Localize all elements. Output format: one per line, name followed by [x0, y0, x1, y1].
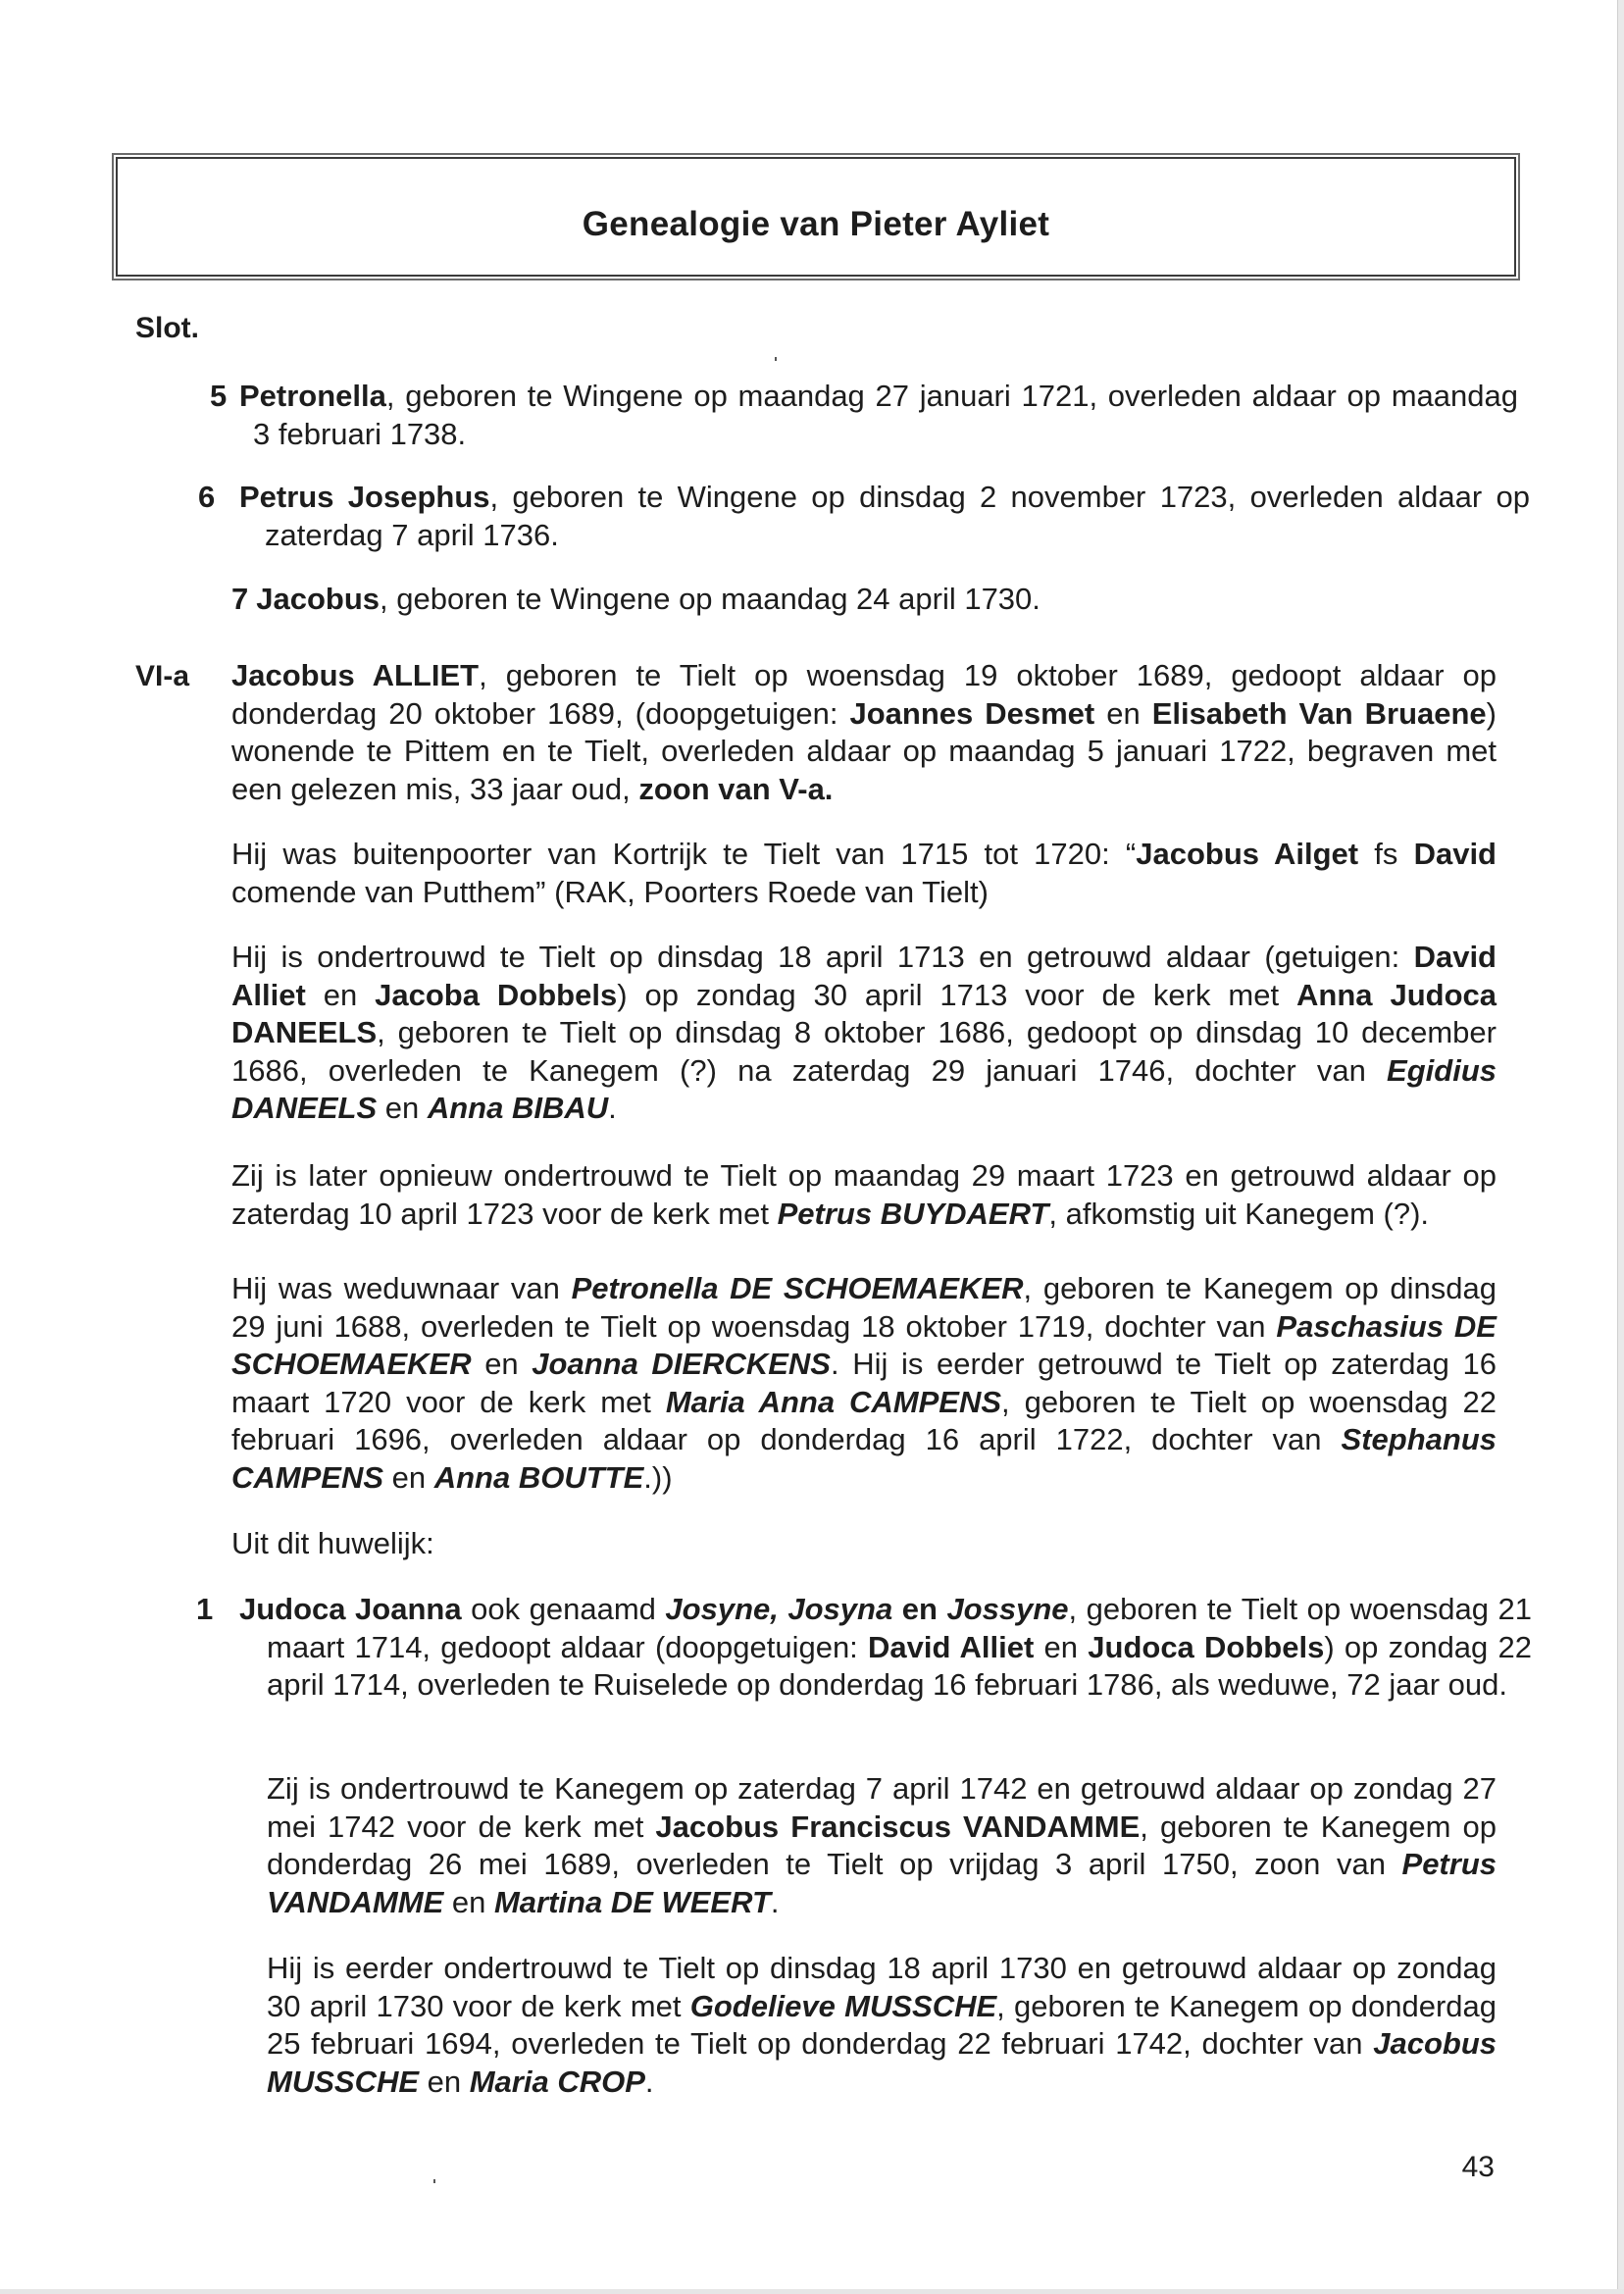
child-entry-7	[231, 581, 1497, 619]
page-edge	[1617, 0, 1624, 2294]
entry-paragraph-2: Hij was buitenpoorter van Kortrijk te Tielt van 1715 tot 1720: “Jacobus Ailget fs David comende van Putthem” (RAK, Poorters Roede van Tielt)	[231, 837, 1497, 909]
page-number: 43	[1461, 2151, 1495, 2183]
child-entry-1: 1 Judoca Joanna ook genaamd Josyne, Josyna en Jossyne, geboren te Tielt op woensdag 21 maart 1714, gedoopt aldaar (doopgetuigen: David Alliet en Judoca Dobbels) op zondag 22 april 1714, overleden te Ruiselede op donderdag 16 februari 1786, als weduwe, 72 jaar oud.	[196, 1592, 1533, 1702]
entry-paragraph-6: Uit dit huwelijk:	[231, 1526, 434, 1560]
child-number: 7	[231, 582, 249, 616]
child-text: , geboren te Wingene op dinsdag 2 november 1723, overleden aldaar op zaterdag 7 april 1736.	[265, 480, 1530, 552]
entry-label: VI-a	[135, 660, 190, 692]
page-title: Genealogie van Pieter Ayliet	[582, 205, 1050, 243]
child-name: Judoca Joanna	[239, 1592, 462, 1626]
spouse-name: Anna Judoca DANEELS	[231, 977, 1497, 1049]
child-entry-5: 5 Petronella, geboren te Wingene op maandag 27 januari 1721, overleden aldaar op maandag 3 februari 1738.	[210, 379, 1518, 451]
entry-paragraph-3: Hij is ondertrouwd te Tielt op dinsdag 18 april 1713 en getrouwd aldaar (getuigen: David Alliet en Jacoba Dobbels) op zondag 30 april 1713 voor de kerk met Anna Judoca DANEELS, geboren te Tielt op dinsdag 8 oktober 1686, gedoopt op dinsdag 10 december 1686, overleden te Kanegem (?) na zaterdag 29 januari 1746, dochter van Egidius DANEELS en Anna BIBAU.	[231, 940, 1497, 1125]
parent-reference: zoon van V-a.	[638, 771, 834, 806]
entry-paragraph-1: Jacobus ALLIET, geboren te Tielt op woensdag 19 oktober 1689, gedoopt aldaar op donderdag 20 oktober 1689, (doopgetuigen: Joannes Desmet en Elisabeth Van Bruaene) wonende te Pittem en te Tielt, overleden aldaar op maandag 5 januari 1722, begraven met een gelezen mis, 33 jaar oud, zoon van V-a.	[231, 658, 1497, 806]
page-edge-bottom	[0, 2289, 1624, 2294]
person-name: Jacobus ALLIET	[231, 658, 480, 692]
child-text: , geboren te Wingene op maandag 27 januari 1721, overleden aldaar op maandag 3 februari 1738.	[253, 379, 1518, 451]
child-text: , geboren te Wingene op maandag 24 april 1730.	[380, 582, 1040, 616]
witness-name: Elisabeth Van Bruaene	[1151, 695, 1487, 731]
scan-speck	[433, 2179, 435, 2183]
child-name: Petrus Josephus	[239, 480, 490, 514]
section-label: Slot.	[135, 312, 199, 344]
child1-paragraph-3: Hij is eerder ondertrouwd te Tielt op dinsdag 18 april 1730 en getrouwd aldaar op zondag 30 april 1730 voor de kerk met Godelieve MUSSCHE, geboren te Kanegem op donderdag 25 februari 1694, overleden te Tielt op donderdag 22 februari 1742, dochter van Jacobus MUSSCHE en Maria CROP.	[267, 1951, 1497, 2099]
child1-paragraph-2: Zij is ondertrouwd te Kanegem op zaterdag 7 april 1742 en getrouwd aldaar op zondag 27 mei 1742 voor de kerk met Jacobus Franciscus VANDAMME, geboren te Kanegem op donderdag 26 mei 1689, overleden te Tielt op vrijdag 3 april 1750, zoon van Petrus VANDAMME en Martina DE WEERT.	[267, 1771, 1497, 1919]
child-name: Jacobus	[256, 582, 381, 616]
child-name: Petronella	[239, 379, 386, 413]
scan-speck	[775, 357, 777, 361]
witness-name: Joannes Desmet	[849, 695, 1095, 731]
entry-paragraph-5: Hij was weduwnaar van Petronella DE SCHOEMAEKER, geboren te Kanegem op dinsdag 29 juni 1688, overleden te Tielt op woensdag 18 oktober 1719, dochter van Paschasius DE SCHOEMAEKER en Joanna DIERCKENS. Hij is eerder getrouwd te Tielt op zaterdag 16 maart 1720 voor de kerk met Maria Anna CAMPENS, geboren te Tielt op woensdag 22 februari 1696, overleden aldaar op donderdag 16 april 1722, dochter van Stephanus CAMPENS en Anna BOUTTE.))	[231, 1271, 1497, 1495]
title-box	[116, 157, 1516, 277]
entry-paragraph-4: Zij is later opnieuw ondertrouwd te Tielt op maandag 29 maart 1723 en getrouwd aldaar op zaterdag 10 april 1723 voor de kerk met Petrus BUYDAERT, afkomstig uit Kanegem (?).	[231, 1158, 1497, 1231]
child-entry-6: 6 Petrus Josephus, geboren te Wingene op dinsdag 2 november 1723, overleden aldaar op zaterdag 7 april 1736.	[198, 480, 1530, 552]
